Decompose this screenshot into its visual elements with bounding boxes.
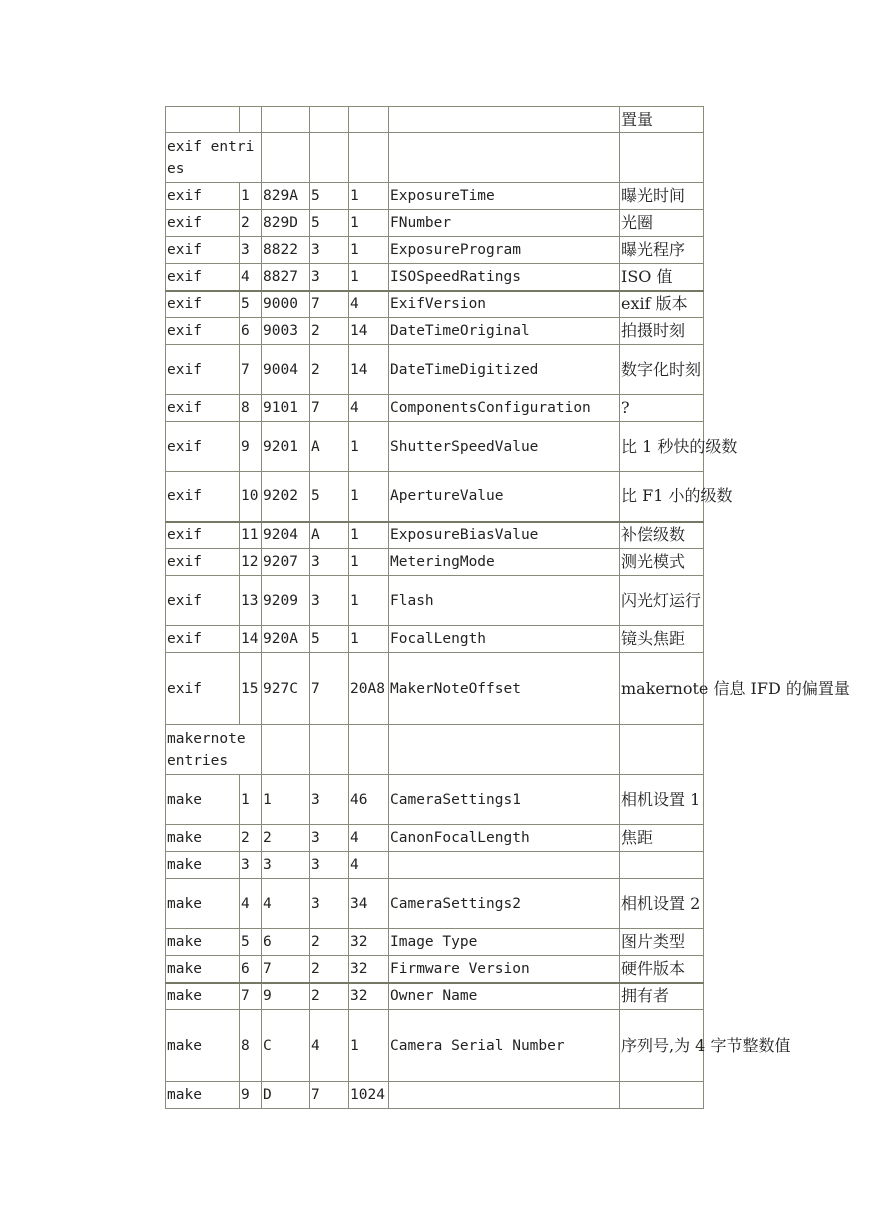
count-cell: 4 bbox=[349, 852, 389, 879]
tag-name-cell: Owner Name bbox=[389, 983, 620, 1010]
count-cell: 1 bbox=[349, 549, 389, 576]
table-row bbox=[166, 626, 704, 653]
table-row bbox=[166, 107, 704, 133]
type-cell: 2 bbox=[310, 983, 349, 1010]
ifd-cell: exif bbox=[166, 626, 240, 653]
description-cell: 镜头焦距 bbox=[620, 626, 704, 653]
tag-name-cell: ApertureValue bbox=[389, 472, 620, 522]
count-cell: 20A8 bbox=[349, 653, 389, 725]
table-row bbox=[166, 879, 704, 929]
table-row bbox=[166, 264, 704, 291]
table-body bbox=[166, 107, 850, 1109]
tag-name-cell: ExposureProgram bbox=[389, 237, 620, 264]
tag-name-cell: CameraSettings1 bbox=[389, 775, 620, 825]
index-cell: 3 bbox=[240, 237, 262, 264]
tag-id-cell: 9 bbox=[262, 983, 310, 1010]
tag-id-cell: 927C bbox=[262, 653, 310, 725]
type-cell: A bbox=[310, 422, 349, 472]
type-cell: 2 bbox=[310, 929, 349, 956]
tag-name-cell: Firmware Version bbox=[389, 956, 620, 983]
ifd-cell: exif bbox=[166, 653, 240, 725]
tag-id-cell: 6 bbox=[262, 929, 310, 956]
ifd-cell: exif bbox=[166, 291, 240, 318]
tag-name-cell: DateTimeOriginal bbox=[389, 318, 620, 345]
tag-name-cell: CameraSettings2 bbox=[389, 879, 620, 929]
table-row bbox=[166, 1010, 704, 1082]
index-cell bbox=[240, 107, 262, 133]
table-row bbox=[166, 549, 704, 576]
table-row bbox=[166, 345, 704, 395]
table-row bbox=[166, 956, 704, 983]
count-cell: 4 bbox=[349, 825, 389, 852]
table-row bbox=[166, 852, 704, 879]
index-cell: 2 bbox=[240, 210, 262, 237]
table-row bbox=[166, 472, 704, 522]
tag-name-cell bbox=[389, 107, 620, 133]
index-cell: 4 bbox=[240, 879, 262, 929]
count-cell: 1 bbox=[349, 237, 389, 264]
type-cell: 2 bbox=[310, 345, 349, 395]
count-cell: 34 bbox=[349, 879, 389, 929]
index-cell: 6 bbox=[240, 956, 262, 983]
tag-id-cell: 9202 bbox=[262, 472, 310, 522]
ifd-cell: exif bbox=[166, 395, 240, 422]
index-cell: 1 bbox=[240, 183, 262, 210]
index-cell: 9 bbox=[240, 1082, 262, 1109]
empty-cell bbox=[389, 725, 620, 775]
index-cell: 7 bbox=[240, 345, 262, 395]
empty-cell bbox=[620, 725, 704, 775]
tag-id-cell: 3 bbox=[262, 852, 310, 879]
count-cell: 1 bbox=[349, 1010, 389, 1082]
index-cell: 5 bbox=[240, 929, 262, 956]
tag-id-cell: 1 bbox=[262, 775, 310, 825]
count-cell: 1 bbox=[349, 576, 389, 626]
table-row bbox=[166, 983, 704, 1010]
index-cell: 8 bbox=[240, 395, 262, 422]
tag-id-cell: 8822 bbox=[262, 237, 310, 264]
index-cell: 11 bbox=[240, 522, 262, 549]
type-cell bbox=[310, 107, 349, 133]
ifd-cell: exif bbox=[166, 472, 240, 522]
ifd-cell: exif bbox=[166, 345, 240, 395]
type-cell: 2 bbox=[310, 956, 349, 983]
index-cell: 10 bbox=[240, 472, 262, 522]
count-cell: 1 bbox=[349, 522, 389, 549]
tag-id-cell: 9000 bbox=[262, 291, 310, 318]
type-cell: A bbox=[310, 522, 349, 549]
count-cell: 1 bbox=[349, 210, 389, 237]
section-label-cell: exif entries bbox=[166, 133, 262, 183]
ifd-cell bbox=[166, 107, 240, 133]
type-cell: 3 bbox=[310, 879, 349, 929]
tag-name-cell: ShutterSpeedValue bbox=[389, 422, 620, 472]
tag-name-cell: DateTimeDigitized bbox=[389, 345, 620, 395]
count-cell: 32 bbox=[349, 983, 389, 1010]
count-cell: 32 bbox=[349, 956, 389, 983]
tag-id-cell: 2 bbox=[262, 825, 310, 852]
type-cell: 7 bbox=[310, 1082, 349, 1109]
description-cell: 序列号,为 4 字节整数值 bbox=[620, 1010, 704, 1082]
tag-id-cell: 9003 bbox=[262, 318, 310, 345]
tag-name-cell: FNumber bbox=[389, 210, 620, 237]
tag-id-cell: 829A bbox=[262, 183, 310, 210]
empty-cell bbox=[620, 133, 704, 183]
ifd-cell: make bbox=[166, 956, 240, 983]
count-cell: 1 bbox=[349, 183, 389, 210]
ifd-cell: make bbox=[166, 929, 240, 956]
type-cell: 3 bbox=[310, 852, 349, 879]
ifd-cell: exif bbox=[166, 549, 240, 576]
tag-name-cell bbox=[389, 852, 620, 879]
ifd-cell: make bbox=[166, 825, 240, 852]
count-cell: 1 bbox=[349, 472, 389, 522]
tag-name-cell: Camera Serial Number bbox=[389, 1010, 620, 1082]
index-cell: 2 bbox=[240, 825, 262, 852]
count-cell: 14 bbox=[349, 345, 389, 395]
index-cell: 9 bbox=[240, 422, 262, 472]
table-row bbox=[166, 183, 704, 210]
description-cell: 相机设置 2 bbox=[620, 879, 704, 929]
description-cell: 补偿级数 bbox=[620, 522, 704, 549]
description-cell: 硬件版本 bbox=[620, 956, 704, 983]
description-cell: 比 F1 小的级数 bbox=[620, 472, 704, 522]
type-cell: 5 bbox=[310, 183, 349, 210]
tag-name-cell: ExifVersion bbox=[389, 291, 620, 318]
description-cell: ? bbox=[620, 395, 704, 422]
tag-name-cell: ExposureBiasValue bbox=[389, 522, 620, 549]
ifd-cell: make bbox=[166, 879, 240, 929]
index-cell: 8 bbox=[240, 1010, 262, 1082]
tag-id-cell: 9101 bbox=[262, 395, 310, 422]
section-header-row bbox=[166, 725, 704, 775]
type-cell: 7 bbox=[310, 291, 349, 318]
empty-cell bbox=[310, 725, 349, 775]
description-cell: 曝光程序 bbox=[620, 237, 704, 264]
tag-id-cell bbox=[262, 107, 310, 133]
tag-name-cell: FocalLength bbox=[389, 626, 620, 653]
count-cell: 14 bbox=[349, 318, 389, 345]
table-row bbox=[166, 395, 704, 422]
table-row bbox=[166, 825, 704, 852]
ifd-cell: exif bbox=[166, 237, 240, 264]
count-cell: 32 bbox=[349, 929, 389, 956]
tag-id-cell: 4 bbox=[262, 879, 310, 929]
ifd-cell: exif bbox=[166, 576, 240, 626]
tag-id-cell: 9207 bbox=[262, 549, 310, 576]
type-cell: 3 bbox=[310, 264, 349, 291]
tag-name-cell: Image Type bbox=[389, 929, 620, 956]
ifd-cell: exif bbox=[166, 422, 240, 472]
tag-name-cell: MakerNoteOffset bbox=[389, 653, 620, 725]
type-cell: 2 bbox=[310, 318, 349, 345]
description-cell: 拥有者 bbox=[620, 983, 704, 1010]
ifd-cell: make bbox=[166, 852, 240, 879]
count-cell: 4 bbox=[349, 395, 389, 422]
type-cell: 4 bbox=[310, 1010, 349, 1082]
tag-name-cell: MeteringMode bbox=[389, 549, 620, 576]
index-cell: 15 bbox=[240, 653, 262, 725]
tag-name-cell: ISOSpeedRatings bbox=[389, 264, 620, 291]
ifd-cell: make bbox=[166, 983, 240, 1010]
ifd-cell: exif bbox=[166, 264, 240, 291]
index-cell: 7 bbox=[240, 983, 262, 1010]
ifd-cell: exif bbox=[166, 318, 240, 345]
section-header-row bbox=[166, 133, 704, 183]
type-cell: 5 bbox=[310, 210, 349, 237]
table-row bbox=[166, 653, 704, 725]
tag-id-cell: 9204 bbox=[262, 522, 310, 549]
count-cell: 46 bbox=[349, 775, 389, 825]
exif-tag-table bbox=[165, 106, 850, 1109]
description-cell: 测光模式 bbox=[620, 549, 704, 576]
count-cell: 1 bbox=[349, 626, 389, 653]
tag-id-cell: 829D bbox=[262, 210, 310, 237]
table-row bbox=[166, 576, 704, 626]
index-cell: 12 bbox=[240, 549, 262, 576]
section-label-cell: makernote entries bbox=[166, 725, 262, 775]
tag-id-cell: 9201 bbox=[262, 422, 310, 472]
table-row bbox=[166, 522, 704, 549]
description-cell: 闪光灯运行 bbox=[620, 576, 704, 626]
description-cell: exif 版本 bbox=[620, 291, 704, 318]
count-cell: 1 bbox=[349, 422, 389, 472]
ifd-cell: exif bbox=[166, 210, 240, 237]
type-cell: 5 bbox=[310, 472, 349, 522]
empty-cell bbox=[349, 133, 389, 183]
index-cell: 3 bbox=[240, 852, 262, 879]
index-cell: 4 bbox=[240, 264, 262, 291]
empty-cell bbox=[349, 725, 389, 775]
description-cell: 比 1 秒快的级数 bbox=[620, 422, 704, 472]
tag-name-cell: Flash bbox=[389, 576, 620, 626]
index-cell: 5 bbox=[240, 291, 262, 318]
count-cell bbox=[349, 107, 389, 133]
index-cell: 14 bbox=[240, 626, 262, 653]
ifd-cell: make bbox=[166, 1010, 240, 1082]
tag-id-cell: 7 bbox=[262, 956, 310, 983]
description-cell: 光圈 bbox=[620, 210, 704, 237]
empty-cell bbox=[262, 725, 310, 775]
type-cell: 5 bbox=[310, 626, 349, 653]
description-cell: makernote 信息 IFD 的偏置量 bbox=[620, 653, 704, 725]
index-cell: 1 bbox=[240, 775, 262, 825]
table-row bbox=[166, 775, 704, 825]
table-row bbox=[166, 318, 704, 345]
description-cell: 置量 bbox=[620, 107, 704, 133]
empty-cell bbox=[310, 133, 349, 183]
empty-cell bbox=[262, 133, 310, 183]
tag-id-cell: 8827 bbox=[262, 264, 310, 291]
count-cell: 1 bbox=[349, 264, 389, 291]
tag-name-cell bbox=[389, 1082, 620, 1109]
tag-id-cell: C bbox=[262, 1010, 310, 1082]
type-cell: 3 bbox=[310, 825, 349, 852]
type-cell: 3 bbox=[310, 775, 349, 825]
empty-cell bbox=[389, 133, 620, 183]
description-cell: ISO 值 bbox=[620, 264, 704, 291]
tag-id-cell: 9004 bbox=[262, 345, 310, 395]
description-cell: 焦距 bbox=[620, 825, 704, 852]
description-cell: 图片类型 bbox=[620, 929, 704, 956]
description-cell bbox=[620, 852, 704, 879]
description-cell: 拍摄时刻 bbox=[620, 318, 704, 345]
tag-name-cell: ExposureTime bbox=[389, 183, 620, 210]
type-cell: 3 bbox=[310, 237, 349, 264]
table-row bbox=[166, 291, 704, 318]
description-cell: 相机设置 1 bbox=[620, 775, 704, 825]
table-row bbox=[166, 210, 704, 237]
type-cell: 7 bbox=[310, 653, 349, 725]
ifd-cell: make bbox=[166, 775, 240, 825]
ifd-cell: make bbox=[166, 1082, 240, 1109]
index-cell: 6 bbox=[240, 318, 262, 345]
description-cell bbox=[620, 1082, 704, 1109]
description-cell: 数字化时刻 bbox=[620, 345, 704, 395]
description-cell: 曝光时间 bbox=[620, 183, 704, 210]
tag-name-cell: ComponentsConfiguration bbox=[389, 395, 620, 422]
table-row bbox=[166, 422, 704, 472]
table-row bbox=[166, 1082, 704, 1109]
tag-id-cell: 9209 bbox=[262, 576, 310, 626]
ifd-cell: exif bbox=[166, 183, 240, 210]
tag-name-cell: CanonFocalLength bbox=[389, 825, 620, 852]
type-cell: 3 bbox=[310, 549, 349, 576]
table-row bbox=[166, 237, 704, 264]
ifd-cell: exif bbox=[166, 522, 240, 549]
type-cell: 3 bbox=[310, 576, 349, 626]
tag-id-cell: 920A bbox=[262, 626, 310, 653]
table-row bbox=[166, 929, 704, 956]
tag-id-cell: D bbox=[262, 1082, 310, 1109]
count-cell: 1024 bbox=[349, 1082, 389, 1109]
type-cell: 7 bbox=[310, 395, 349, 422]
count-cell: 4 bbox=[349, 291, 389, 318]
index-cell: 13 bbox=[240, 576, 262, 626]
